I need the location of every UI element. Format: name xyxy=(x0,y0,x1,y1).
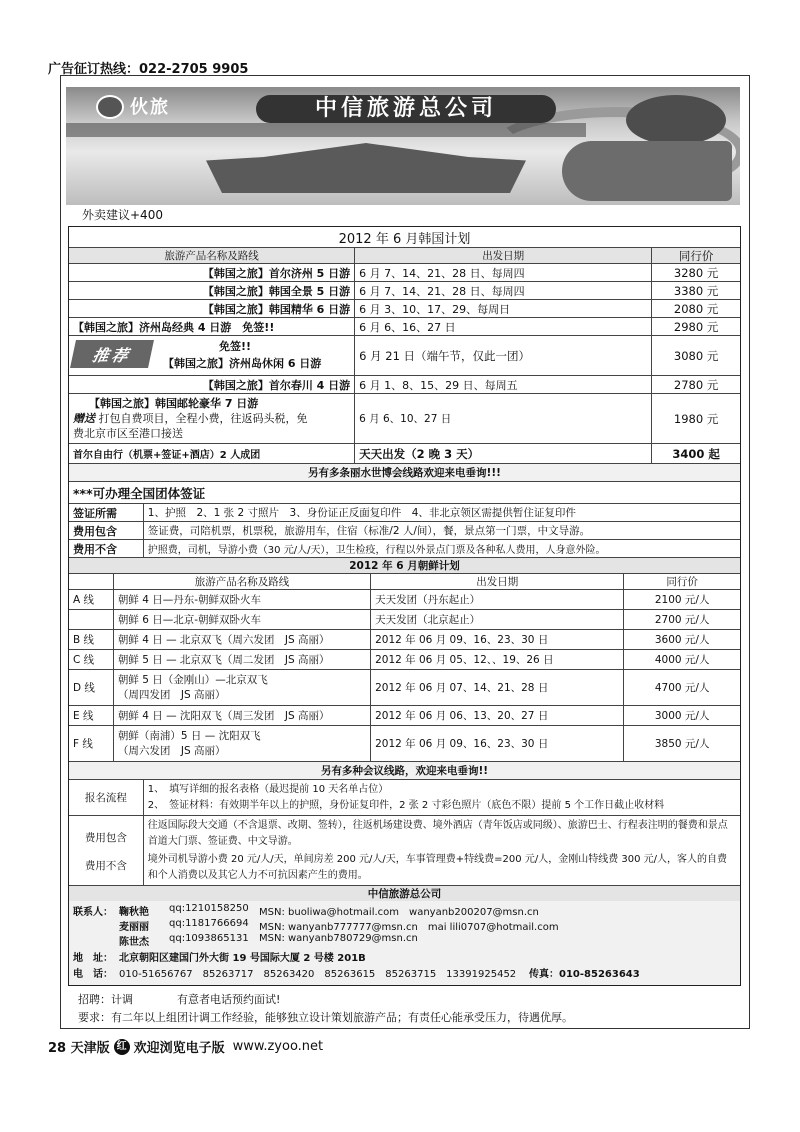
price: 3080 元 xyxy=(651,336,740,375)
process-label: 报名流程 xyxy=(84,792,127,804)
table-row xyxy=(69,375,740,393)
dprk-header-row xyxy=(69,573,740,589)
date: 6 月 7、14、21、28 日、每周四 xyxy=(354,264,651,281)
dprk-more: 另有多种会议线路，欢迎来电垂询!! xyxy=(320,765,489,777)
date: 2012 年 06 月 09、16、23、30 日 xyxy=(370,630,623,649)
contact-msn: MSN: wanyanb777777@msn.cn mai lili0707@hotmail.com xyxy=(259,922,559,933)
route: 朝鲜 4 日 — 沈阳双飞（周三发团 JS 高丽） xyxy=(113,706,370,725)
korea-title-row xyxy=(69,227,740,247)
fax: 传真：010-85263643 xyxy=(529,969,640,980)
route: 朝鲜 6 日—北京-朝鲜双卧火车 xyxy=(113,610,370,629)
korea-header-row xyxy=(69,247,740,263)
logo xyxy=(96,93,246,129)
page-edition: 28 天津版 xyxy=(48,1041,110,1056)
price: 3000 元/人 xyxy=(623,706,740,725)
banner-photo xyxy=(562,141,732,201)
line-id: B 线 xyxy=(73,634,95,646)
logo-icon xyxy=(96,95,124,119)
banner-image xyxy=(66,87,740,205)
table-row xyxy=(69,281,740,299)
contact-qq: qq:1210158250 xyxy=(169,903,249,914)
contact-name: 陈世杰 xyxy=(119,937,149,948)
table-row xyxy=(69,609,740,629)
gift-label: 赠送 xyxy=(73,412,95,425)
dprk-header-id xyxy=(69,574,113,589)
price: 2980 元 xyxy=(651,318,740,335)
process-step: 2、 签证材料：有效期半年以上的护照，身份证复印件，2 张 2 寸彩色照片（底色不限）提前 5 个工作日截止收材料 xyxy=(147,800,665,811)
dprk-title: 2012 年 6 月朝鲜计划 xyxy=(349,560,460,572)
price: 2100 元/人 xyxy=(623,590,740,609)
table-row-cruise xyxy=(69,393,740,443)
korea-header-date: 出发日期 xyxy=(354,248,651,263)
line-id: C 线 xyxy=(73,654,95,666)
dprk-header-price: 同行价 xyxy=(623,574,740,589)
contact-msn: MSN: wanyanb780729@msn.cn xyxy=(259,933,418,944)
table-row xyxy=(69,299,740,317)
price: 2780 元 xyxy=(651,376,740,393)
korea-title: 2012 年 6 月韩国计划 xyxy=(338,231,471,247)
dprk-header-route: 旅游产品名称及路线 xyxy=(113,574,370,589)
fee-include-label: 费用包含 xyxy=(84,832,127,844)
route: 首尔自由行（机票+签证+酒店）2 人成团 xyxy=(73,450,261,461)
line-id: E 线 xyxy=(73,710,94,722)
line-id: A 线 xyxy=(73,594,95,606)
table-row xyxy=(69,317,740,335)
contact-label: 联系人： xyxy=(73,907,113,918)
route: 【韩国之旅】韩国全景 5 日游 xyxy=(202,284,351,298)
route-cell xyxy=(113,670,370,705)
edition-logo-icon: 红 xyxy=(114,1039,130,1055)
table-row xyxy=(69,263,740,281)
date: 6 月 6、16、27 日 xyxy=(354,318,651,335)
route: 朝鲜 4 日—丹东-朝鲜双卧火车 xyxy=(113,590,370,609)
contact-qq: qq:1181766694 xyxy=(169,918,249,929)
site-url[interactable]: www.zyoo.net xyxy=(232,1039,324,1054)
visa-row xyxy=(69,539,740,557)
contact-block xyxy=(69,901,740,985)
visa-detail: 签证费，司陪机票，机票税，旅游用车，住宿（标准/2 人/间），餐，景点第一门票，中文导游。 xyxy=(143,522,740,539)
route: 【韩国之旅】首尔济州 5 日游 xyxy=(202,266,351,280)
dprk-header-date: 出发日期 xyxy=(370,574,623,589)
fee-exclude-label: 费用不含 xyxy=(84,860,127,872)
line-id xyxy=(69,610,113,629)
gift-detail: 打包自费项目，全程小费，往返码头税，免 xyxy=(98,412,308,425)
bottom-bar xyxy=(48,1037,323,1056)
contact-title-row xyxy=(69,885,740,901)
table-row xyxy=(69,669,740,705)
route-note: （周六发团 JS 高丽） xyxy=(117,745,226,757)
date: 6 月 6、10、27 日 xyxy=(354,394,651,443)
line-id: F 线 xyxy=(73,738,93,750)
route: 【韩国之旅】首尔春川 4 日游 xyxy=(202,378,351,392)
date: 天天发团（丹东起止） xyxy=(370,590,623,609)
fee-exclude: 境外司机导游小费 20 元/人/天，单间房差 200 元/人/天，车事管理费+特线费=200 元/人，金刚山特线费 300 元/人，客人的自费和个人消费以及其它人力不可抗因素产生的费用。 xyxy=(147,854,728,881)
date: 2012 年 06 月 07、14、21、28 日 xyxy=(370,670,623,705)
price: 3380 元 xyxy=(651,282,740,299)
contact-name: 鞠秋艳 xyxy=(119,907,149,918)
visa-detail: 1、护照 2、1 张 2 寸照片 3、身份证正反面复印件 4、非北京领区需提供暂住证复印件 xyxy=(143,504,740,521)
table-row xyxy=(69,649,740,669)
visa-title: ***可办理全国团体签证 xyxy=(73,485,206,501)
price: 2080 元 xyxy=(651,300,740,317)
contact-qq: qq:1093865131 xyxy=(169,933,249,944)
price: 3280 元 xyxy=(651,264,740,281)
date: 天天发团（北京起止） xyxy=(370,610,623,629)
price: 1980 元 xyxy=(651,394,740,443)
table-row xyxy=(69,443,740,463)
fee-row xyxy=(69,815,740,885)
visa-row xyxy=(69,503,740,521)
banner-tree xyxy=(626,95,726,145)
date: 6 月 3、10、17、29、每周日 xyxy=(354,300,651,317)
route: 【韩国之旅】韩国邮轮豪华 7 日游 xyxy=(89,397,259,410)
price: 3600 元/人 xyxy=(623,630,740,649)
fee-labels xyxy=(69,816,143,885)
route-cell xyxy=(113,726,370,761)
table-row-featured xyxy=(69,335,740,375)
route: 朝鲜（南浦）5 日 — 沈阳双飞 xyxy=(117,730,261,742)
visa-label: 费用不含 xyxy=(73,542,117,556)
contact-name: 麦丽丽 xyxy=(119,922,149,933)
phone-label: 电 话： xyxy=(73,969,113,980)
visa-label: 签证所需 xyxy=(73,506,117,520)
fee-include: 往返国际段大交通（不含退票、改期、签转），往返机场建设费、境外酒店（青年饭店或同级）、旅游巴士、行程表注明的餐费和景点首道大门票、签证费、中文导游。 xyxy=(147,820,728,847)
company-title: 中信旅游总公司 xyxy=(256,95,556,123)
require-line: 要求：有二年以上组团计调工作经验，能够独立设计策划旅游产品；有责任心能承受压力，待遇优厚。 xyxy=(78,1011,573,1024)
process-steps xyxy=(143,780,740,815)
table-row xyxy=(69,705,740,725)
price-sheet xyxy=(68,226,741,986)
price: 4000 元/人 xyxy=(623,650,740,669)
logo-text: 伙旅 xyxy=(130,97,170,118)
dprk-title-row xyxy=(69,557,740,573)
footer-recruit xyxy=(78,991,573,1027)
route-note: （周四发团 JS 高丽） xyxy=(117,689,226,701)
date: 天天出发（2 晚 3 天） xyxy=(354,444,651,463)
korea-more-row xyxy=(69,463,740,481)
recruit-line: 招聘：计调 有意者电话预约面试! xyxy=(78,993,281,1006)
date: 2012 年 06 月 09、16、23、30 日 xyxy=(370,726,623,761)
takeout-note: 外卖建议+400 xyxy=(82,208,163,222)
price: 4700 元/人 xyxy=(623,670,740,705)
fee-details xyxy=(143,816,740,885)
visa-title-row xyxy=(69,481,740,503)
price: 3850 元/人 xyxy=(623,726,740,761)
banner-pavilion-roof xyxy=(206,143,526,193)
address: 北京朝阳区建国门外大街 19 号国际大厦 2 号楼 201B xyxy=(119,953,366,964)
korea-header-price: 同行价 xyxy=(651,248,740,263)
route: 朝鲜 5 日（金刚山）—北京双飞 xyxy=(117,674,268,686)
process-row xyxy=(69,779,740,815)
phone: 010-51656767 85263717 85263420 85263615 85263715 13391925452 xyxy=(119,969,517,980)
price: 3400 起 xyxy=(651,444,740,463)
line-id: D 线 xyxy=(73,682,95,694)
route-cruise xyxy=(69,394,354,443)
visa-label: 费用包含 xyxy=(73,524,117,538)
price: 2700 元/人 xyxy=(623,610,740,629)
table-row xyxy=(69,629,740,649)
hotline: 广告征订热线：022-2705 9905 xyxy=(48,62,249,77)
contact-msn: MSN: buoliwa@hotmail.com wanyanb200207@msn.cn xyxy=(259,907,539,918)
dprk-more-row xyxy=(69,761,740,779)
recommend-badge: 推荐 xyxy=(70,340,154,368)
contact-block-row xyxy=(69,901,740,985)
korea-more: 另有多条丽水世博会线路欢迎来电垂询!!! xyxy=(308,467,501,479)
route-featured xyxy=(69,336,354,375)
visa-row xyxy=(69,521,740,539)
tagline: 欢迎浏览电子版 xyxy=(133,1041,225,1056)
route: 【韩国之旅】济州岛经典 4 日游 免签!! xyxy=(73,320,275,334)
korea-header-route: 旅游产品名称及路线 xyxy=(164,250,259,262)
gift-detail-cont: 费北京市区至港口接送 xyxy=(73,427,183,440)
address-label: 地 址： xyxy=(73,953,113,964)
visa-free-note: 免签!! xyxy=(219,340,252,353)
table-row xyxy=(69,725,740,761)
date: 6 月 1、8、15、29 日、每周五 xyxy=(354,376,651,393)
visa-detail: 护照费，司机，导游小费（30 元/人/天），卫生检疫，行程以外景点门票及各种私人费用，人身意外险。 xyxy=(143,540,740,557)
date: 2012 年 06 月 05、12、、19、26 日 xyxy=(370,650,623,669)
date: 6 月 21 日（端午节，仅此一团） xyxy=(354,336,651,375)
table-row xyxy=(69,589,740,609)
date: 2012 年 06 月 06、13、20、27 日 xyxy=(370,706,623,725)
process-step: 1、 填写详细的报名表格（最迟提前 10 天名单占位） xyxy=(147,784,389,795)
route: 【韩国之旅】韩国精华 6 日游 xyxy=(202,302,351,316)
route: 朝鲜 4 日 — 北京双飞（周六发团 JS 高丽） xyxy=(113,630,370,649)
contact-company: 中信旅游总公司 xyxy=(367,888,442,900)
date: 6 月 7、14、21、28 日、每周四 xyxy=(354,282,651,299)
route: 朝鲜 5 日 — 北京双飞（周二发团 JS 高丽） xyxy=(113,650,370,669)
route: 【韩国之旅】济州岛休闲 6 日游 xyxy=(163,357,322,370)
